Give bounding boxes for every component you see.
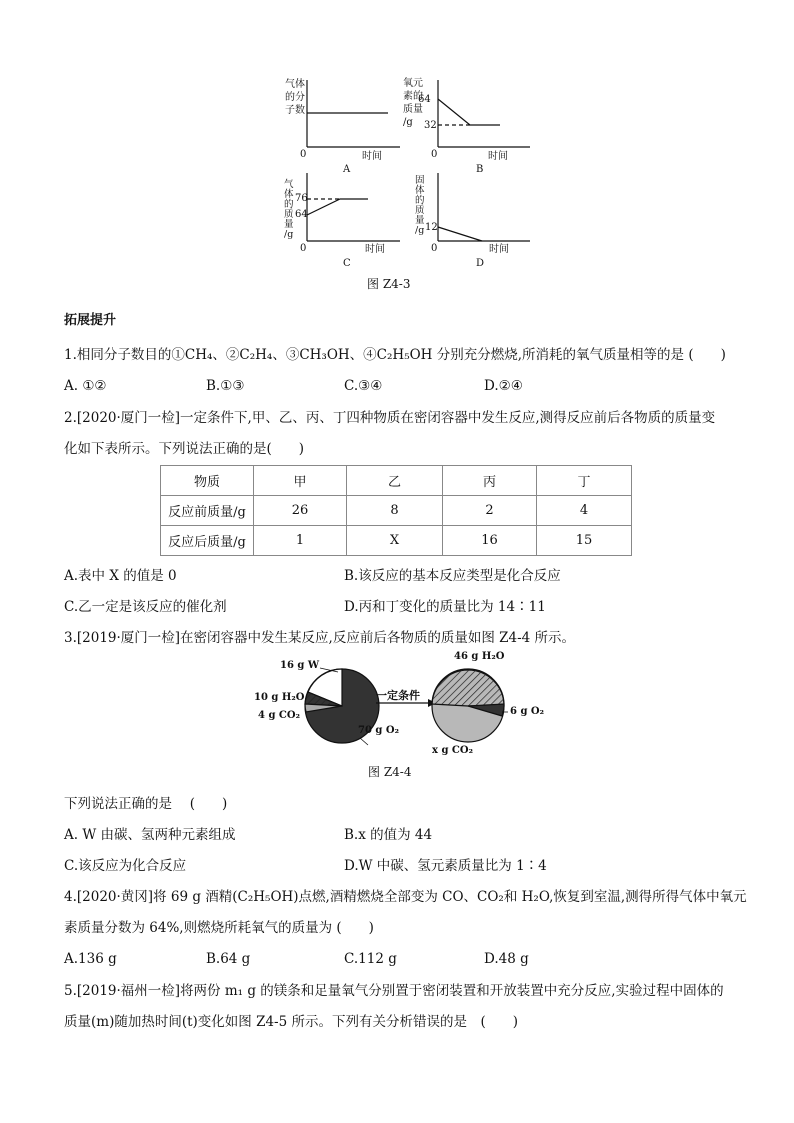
table-header-row [161,466,632,496]
q1-option-b: B.①③ [206,378,245,394]
graph-c-ylabel-1: 气 [284,179,294,190]
q1-option-a: A. ①② [64,378,107,394]
table-cell: 4 [537,496,632,526]
table-row [161,496,632,526]
graph-b-tick-32: 32 [424,120,437,131]
pie-label-co2-after: x g CO₂ [432,745,473,756]
q2-stem-line1: 2.[2020·厦门一检]一定条件下,甲、乙、丙、丁四种物质在密闭容器中发生反应,测得反应前后各物质的质量变 [64,410,716,426]
q1-stem: 1.相同分子数目的①CH₄、②C₂H₄、③CH₃OH、④C₂H₅OH 分别充分燃烧,所消耗的氧气质量相等的是 ( ) [64,347,726,363]
q4-stem-line1: 4.[2020·黄冈]将 69 g 酒精(C₂H₅OH)点燃,酒精燃烧全部变为 CO、CO₂和 H₂O,恢复到室温,测得所得气体中氧元 [64,889,747,905]
table-header-cell: 丁 [537,466,632,496]
table-header-cell: 乙 [347,466,443,496]
q4-option-b: B.64 g [206,951,251,967]
table-row [161,526,632,556]
graph-c-ylabel-4: 质 [284,209,294,220]
q1-option-c: C.③④ [344,378,383,394]
graph-d-line [438,227,482,241]
table-cell: 26 [254,496,347,526]
graph-b-letter: B [476,164,484,175]
table-cell: 16 [443,526,537,556]
q2-stem-line2: 化如下表所示。下列说法正确的是( ) [64,441,305,457]
graph-a-ylabel-3: 子数 [285,105,305,116]
graph-d-ylabel-6: /g [415,225,425,236]
q2-option-d: D.丙和丁变化的质量比为 14∶11 [344,599,546,615]
graph-a-time: 时间 [362,151,382,162]
q3-prompt: 下列说法正确的是 ( ) [64,796,228,812]
table-cell: 8 [347,496,443,526]
graph-d-ylabel-4: 质 [415,205,425,216]
q4-option-d: D.48 g [484,951,529,967]
graph-d-time: 时间 [489,244,509,255]
q4-option-a: A.136 g [64,951,117,967]
graph-c-ylabel-3: 的 [284,199,294,210]
figure-z4-4-caption: 图 Z4-4 [368,765,412,779]
section-title: 拓展提升 [64,313,117,328]
graph-d-zero: 0 [431,243,438,254]
pie-after-h2o [432,669,504,706]
q3-option-c: C.该反应为化合反应 [64,858,187,874]
q3-option-d: D.W 中碳、氢元素质量比为 1∶4 [344,858,547,874]
graph-c-zero: 0 [300,243,307,254]
graph-c-time: 时间 [365,244,385,255]
graph-a-letter: A [343,164,351,175]
table-cell: X [347,526,443,556]
graph-d-ylabel-3: 的 [415,195,425,206]
q5-stem-line1: 5.[2019·福州一检]将两份 m₁ g 的镁条和足量氧气分别置于密闭装置和开放装置中充分反应,实验过程中固体的 [64,983,724,999]
graph-a-ylabel-2: 的分 [285,92,305,103]
table-cell: 1 [254,526,347,556]
q4-option-c: C.112 g [344,951,397,967]
pie-label-o2-after: 6 g O₂ [510,706,545,717]
table-cell: 15 [537,526,632,556]
table-cell: 反应后质量/g [161,526,254,556]
q2-option-c: C.乙一定是该反应的催化剂 [64,599,227,615]
graph-d-ylabel-5: 量 [415,215,425,226]
graph-d-ylabel-2: 体 [415,185,425,196]
q1-option-d: D.②④ [484,378,523,394]
table-header-cell: 甲 [254,466,347,496]
q2-mass-table [160,465,632,556]
graph-c-ylabel-5: 量 [284,219,294,230]
graph-d-ylabel-1: 固 [415,175,425,186]
graph-b-zero: 0 [431,149,438,160]
pie-label-o2-before: 70 g O₂ [358,725,399,736]
q3-option-b: B.x 的值为 44 [344,827,433,843]
q3-stem: 3.[2019·厦门一检]在密闭容器中发生某反应,反应前后各物质的质量如图 Z4-4 所示。 [64,630,576,646]
q5-stem-line2: 质量(m)随加热时间(t)变化如图 Z4-5 所示。下列有关分析错误的是 ( ) [64,1014,519,1030]
graph-c-ylabel-2: 体 [284,189,294,200]
pie-label-w: 16 g W [280,660,320,671]
q2-option-b: B.该反应的基本反应类型是化合反应 [344,568,561,584]
graph-a-ylabel-1: 气体 [285,79,305,90]
graph-c-ylabel-6: /g [284,229,294,240]
graph-b-ylabel-4: /g [403,117,413,128]
q3-option-a: A. W 由碳、氢两种元素组成 [64,827,236,843]
graph-c-letter: C [343,258,351,269]
graph-a-zero: 0 [300,149,307,160]
graph-b-tick-64: 64 [418,94,431,105]
graph-b-time: 时间 [488,151,508,162]
graph-b-ylabel-3: 质量 [403,104,423,115]
graph-c-tick-76: 76 [295,193,308,204]
graph-c-tick-64: 64 [295,209,308,220]
graph-b-ylabel-2: 素的 [403,91,423,102]
pie-label-h2o-after: 46 g H₂O [454,651,505,662]
graph-d-tick-12: 12 [425,222,438,233]
table-cell: 反应前质量/g [161,496,254,526]
table-header-cell: 物质 [161,466,254,496]
pie-label-co2-before: 4 g CO₂ [258,710,300,721]
q2-option-a: A.表中 X 的值是 0 [64,568,177,584]
q4-stem-line2: 素质量分数为 64%,则燃烧所耗氧气的质量为 ( ) [64,920,374,936]
table-cell: 2 [443,496,537,526]
graph-b-ylabel-1: 氧元 [403,78,423,89]
graph-c-line [307,199,368,215]
pie-label-h2o-before: 10 g H₂O [254,692,305,703]
figure-z4-3-caption: 图 Z4-3 [367,277,411,291]
arrow-condition-label: 一定条件 [376,689,420,702]
table-header-cell: 丙 [443,466,537,496]
graph-d-letter: D [476,258,485,269]
graph-b-line [438,99,500,125]
